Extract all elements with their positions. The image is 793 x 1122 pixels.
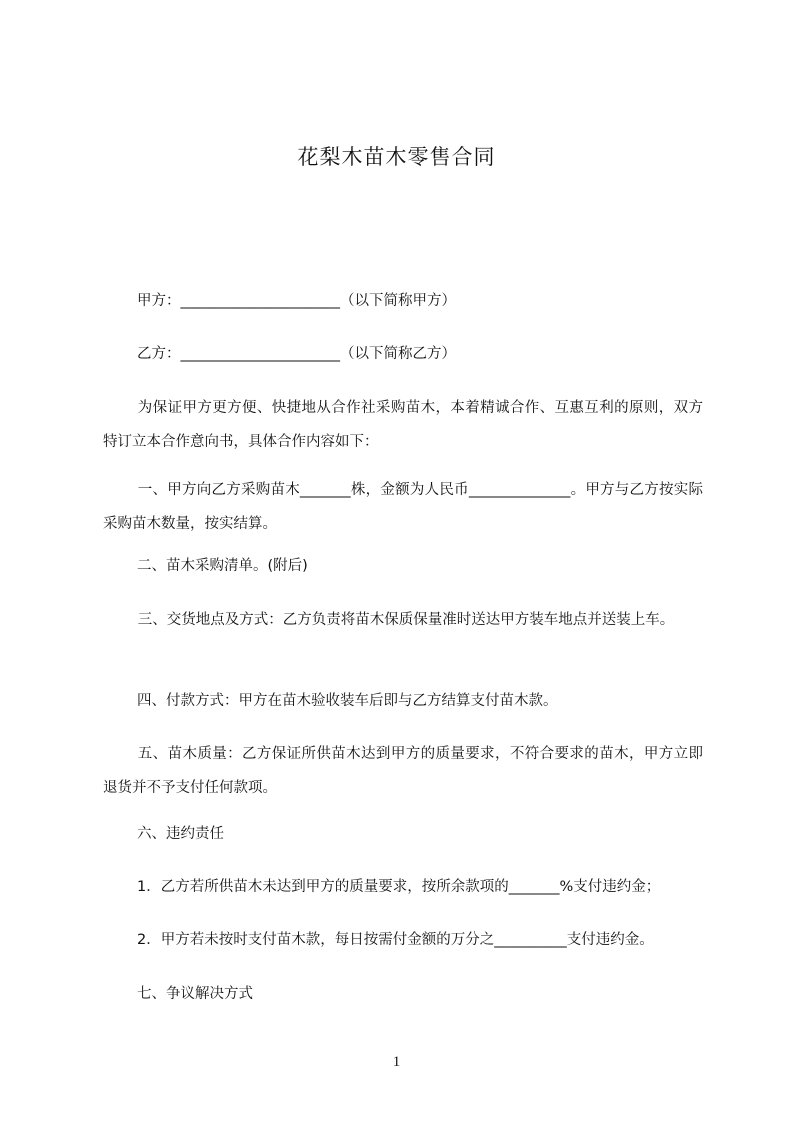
clause-6-item-2: 2．甲方若未按时支付苗木款，每日按需付金额的万分之__________支付违约金。 — [137, 932, 654, 948]
document-title: 花梨木苗木零售合同 — [297, 145, 496, 169]
clause-6-item-1: 1．乙方若所供苗木未达到甲方的质量要求，按所余款项的_______%支付违约金； — [137, 879, 661, 895]
clause-4: 四、付款方式：甲方在苗木验收装车后即与乙方结算支付苗木款。 — [137, 693, 558, 709]
clause-1: 一、甲方向乙方采购苗木_______株，金额为人民币______________。甲方与乙方按实际采购苗木数量，按实结算。 — [103, 482, 703, 532]
party-b-line: 乙方：______________________（以下简称乙方） — [137, 346, 456, 362]
clause-3: 三、交货地点及方式：乙方负责将苗木保质保量准时送达甲方装车地点并送装上车。 — [137, 612, 675, 628]
clause-7-heading: 七、争议解决方式 — [137, 986, 253, 1002]
clause-6-heading: 六、违约责任 — [137, 826, 224, 842]
clause-2: 二、苗木采购清单。(附后) — [137, 558, 308, 574]
page-number: 1 — [392, 1054, 401, 1070]
clause-5: 五、苗木质量：乙方保证所供苗木达到甲方的质量要求，不符合要求的苗木，甲方立即退货并不予支付任何款项。 — [103, 746, 703, 796]
intro-paragraph: 为保证甲方更方便、快捷地从合作社采购苗木，本着精诚合作、互惠互利的原则，双方特订立本合作意向书，具体合作内容如下： — [103, 400, 703, 450]
party-a-line: 甲方：______________________（以下简称甲方） — [137, 293, 456, 309]
